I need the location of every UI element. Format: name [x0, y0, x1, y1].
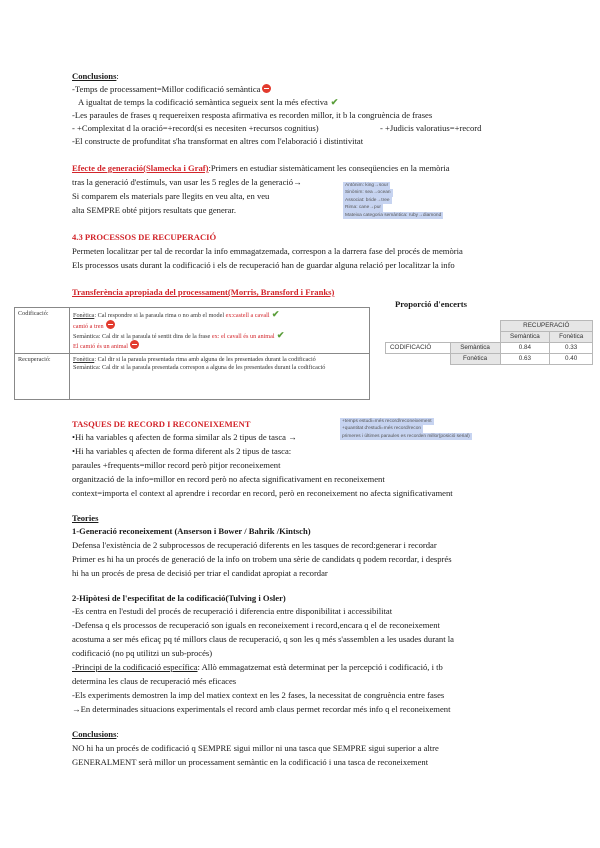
transfer-table: [14, 307, 370, 400]
stop-icon: [130, 340, 139, 349]
example-text: camió a tren: [73, 322, 104, 330]
stop-icon: [106, 320, 115, 329]
text-line: -Temps de processament=Millor codificació semàntica: [72, 84, 271, 95]
text-line: Defensa l'existència de 2 subprocessos de recuperació diferents en les tasques de record:generar i recordar: [72, 540, 437, 550]
col-header: Fonètica: [550, 332, 593, 343]
text-line: -Les paraules de frases q requereixen resposta afirmativa es recorden millor, it b la congruència de frases: [72, 110, 433, 120]
text-line: context=importa el context al aprendre i recordar en record, però en reconeixement no afecta significativament: [72, 488, 453, 498]
col-header: Semàntica: [500, 332, 550, 343]
text-line: GENERALMENT serà millor un processament semàntic en la codificació i una tasca de reconeixement: [72, 757, 429, 767]
text-line: Permeten localitzar per tal de recordar la info emmagatzemada, correspon a la darrera fase del procés de memòria: [72, 246, 463, 256]
table-cell: 0.40: [550, 354, 593, 365]
text-line: -Es centra en l'estudi del procés de recuperació i diferencia entre disponibilitat i accessibilitat: [72, 606, 393, 616]
generation-rules-note: [343, 182, 443, 219]
note-line: Associat: bride→tree: [345, 197, 390, 203]
section-heading: TASQUES DE RECORD I RECONEIXEMENT: [72, 419, 251, 429]
recovery-label: Recuperació:: [15, 354, 70, 400]
stop-icon: [262, 84, 271, 93]
table-cell: 0.84: [500, 343, 550, 354]
text-line: •Hi ha variables q afecten de forma similar als 2 tipus de tasca →: [72, 432, 297, 442]
note-line: Rima: cane→pur: [345, 205, 381, 211]
text-line: Si comparem els materials pare llegits en veu alta, en veu: [72, 191, 270, 201]
codification-label: Codificació:: [15, 308, 70, 354]
row-group-label: CODIFICACIÓ: [386, 343, 451, 354]
text-line: hi ha un procés de presa de decisió per triar el candidat apropiat a recordar: [72, 568, 328, 578]
text-line: -Principi de la codificació específica: Allò emmagatzemat està determinat per la percepció i codificació, i tb: [72, 662, 443, 672]
text-line: -El constructe de profunditat s'ha transformat en altres com l'elaboració i distintivitat: [72, 136, 364, 146]
text-line: codificació (no pq utilitzi un sub-procés): [72, 648, 213, 658]
theories-heading: Teories: [72, 513, 99, 523]
text-line: paraules +frequents=millor record però pitjor reconeixement: [72, 460, 281, 470]
note-line: primeres i últimes paraules es recorden millor(posició serial): [342, 433, 470, 439]
text-line: organització de la info=millor en record però no afecta significativament en reconeixement: [72, 474, 385, 484]
row-header: Fonètica: [450, 354, 500, 365]
example-text: ex:castell a cavall: [225, 312, 270, 319]
text-line: -Els experiments demostren la imp del matiex context en les 2 fases, la necessitat de congruència entre fases: [72, 690, 445, 700]
text-line: tras la generació d'estímuls, van usar les 5 regles de la generació→: [72, 177, 302, 187]
encerts-table: [385, 320, 593, 365]
example-text: ex: el cavall és un animal: [211, 332, 275, 340]
row-header: Semàntica: [450, 343, 500, 354]
cell-text: : Cal respondre si la paraula rima o no amb el model: [94, 312, 226, 319]
example-text: El camió és un animal: [73, 343, 128, 351]
theory-title: 1-Generació reconeixement (Anserson i Bower / Bahrik /Kintsch): [72, 526, 311, 536]
check-icon: ✔: [330, 97, 339, 107]
text-line: →En determinades situacions experimentals el record amb claus permet recordar més info q el reconeixement: [72, 704, 451, 714]
check-icon: ✔: [271, 309, 280, 319]
text-line: A igualtat de temps la codificació semàntica segueix sent la més efectiva ✔: [78, 97, 339, 107]
phonetic-label: Fonètica: [73, 356, 95, 363]
text-line: determina les claus de recuperació més eficaces: [72, 676, 237, 686]
note-line: Sinònim: sea→ocean: [345, 190, 391, 196]
text-line: acostuma a ser més eficaç pq té millors claus de recuperació, q son les q més s'assemblen a les usades durant la: [72, 634, 454, 644]
theory-title: 2-Hipòtesi de l'especifitat de la codificació(Tulving i Osler): [72, 593, 286, 603]
tasks-note: [340, 418, 472, 440]
recovery-header: RECUPERACIÓ: [500, 321, 593, 332]
text-line: Primer es hi ha un procés de generació de la info on trobem una sèrie de candidats q podem recordar, i després: [72, 554, 452, 564]
table-cell: 0.33: [550, 343, 593, 354]
section-heading: 4.3 PROCESSOS DE RECUPERACIÓ: [72, 232, 217, 242]
conclusions-heading: Conclusions:: [72, 71, 119, 81]
text-line: -Defensa q els processos de recuperació son iguals en reconeixement i record,encara q el de reconeixement: [72, 620, 440, 630]
cell-text: Semàntica: Cal dir si la paraula presentada correspon a alguna de les presentades durant la codificació: [73, 363, 326, 371]
text-line: NO hi ha un procés de codificació q SEMPRE sigui millor ni una tasca que SEMPRE sigui superior a altre: [72, 743, 439, 753]
note-line: Antònim: king→sour: [345, 183, 389, 188]
text-line: - +Complexitat d la oració=+record(si es necesiten +recursos cognitius): [72, 123, 319, 133]
text-line: Els processos usats durant la codificació i els de recuperació han de guardar alguna relació per localitzar la info: [72, 260, 455, 270]
table-cell: 0.63: [500, 354, 550, 365]
note-line: +temps estudi=més record/reconeixement: [342, 419, 432, 424]
check-icon: ✔: [276, 329, 285, 340]
generation-heading: Efecte de generació(Slamecka i Graf):Primers en estudiar sistemàticament les conseqüencies en la memòria: [72, 163, 450, 173]
conclusions-heading: Conclusions:: [72, 729, 119, 739]
transfer-heading: Transferència apropiada del processament(Morris, Bransford i Franks): [72, 287, 335, 297]
note-line: +quantitat d'estudi=més record/recon: [342, 426, 422, 432]
phonetic-label: Fonètica: [73, 312, 95, 319]
cell-text: : Cal dir si la paraula presentada rima amb alguna de les presentades durant la codificació: [94, 356, 316, 363]
text-line: alta SEMPRE obté pitjors resultats que generar.: [72, 205, 236, 215]
text-line: - +Judicis valoratius=+record: [380, 123, 482, 133]
encerts-title: Proporció d'encerts: [395, 299, 467, 309]
note-line: Mateixa categoria semàntica: ruby→diamond: [345, 212, 442, 218]
text-line: •Hi ha variables q afecten de forma diferent als 2 tipus de tasca:: [72, 446, 292, 456]
cell-text: Semàntica: Cal dir si la paraula té sentit dins de la frase: [73, 332, 212, 340]
